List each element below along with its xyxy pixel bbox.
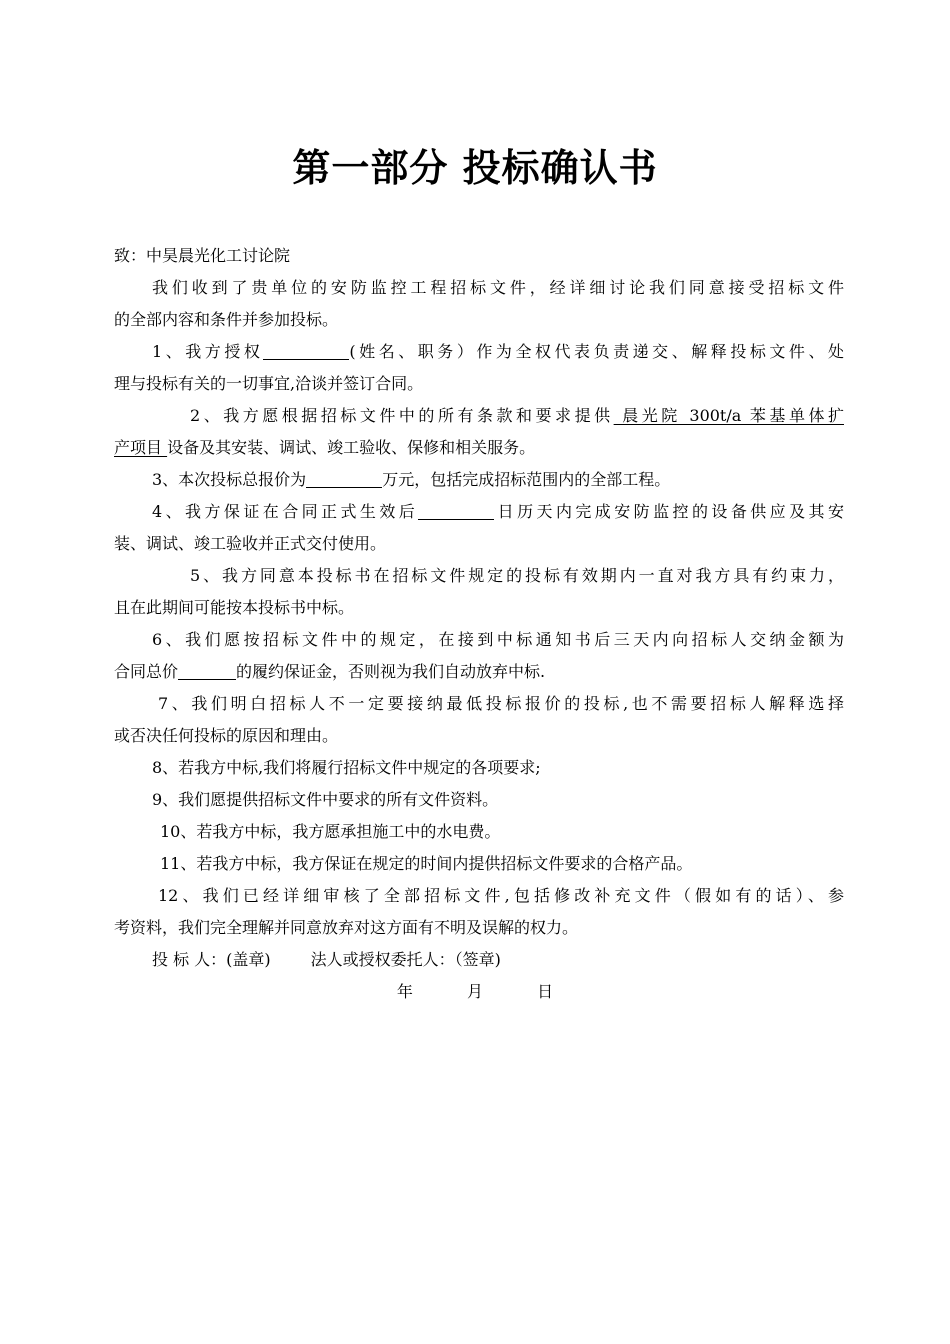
signature-line [152,944,501,976]
item-6-after: 的履约保证金，否则视为我们自动放弃中标. [236,662,546,681]
item-2-line-2 [114,432,844,464]
item-3-after: 万元，包括完成招标范围内的全部工程。 [382,470,671,489]
item-2-before: 2、我方愿根据招标文件中的所有条款和要求提供 [190,406,614,425]
document-body [114,240,844,944]
item-7-line-1: 7、我们明白招标人不一定要接纳最低投标报价的投标,也不需要招标人解释选择 [158,694,844,713]
item-1-before: 1、我方授权 [152,342,264,361]
performance-bond-blank[interactable] [178,661,236,680]
page-title: 第一部分 投标确认书 [292,146,658,190]
item-12-line-1: 12、我们已经详细审核了全部招标文件,包括修改补充文件（假如有的话）、参 [158,886,844,905]
item-3 [114,464,844,496]
item-2-line-1 [114,400,844,432]
total-price-blank[interactable] [306,469,382,488]
item-11: 11、若我方中标，我方保证在规定的时间内提供招标文件要求的合格产品。 [160,854,693,873]
project-name-part-2: 产项目 [114,438,168,457]
item-4-line-1 [114,496,844,528]
date-line: 年 月 日 [396,982,554,1001]
item-2-after: 设备及其安装、调试、竣工验收、保修和相关服务。 [167,438,536,457]
item-6-line-2 [114,656,844,688]
item-9: 9、我们愿提供招标文件中要求的所有文件资料。 [152,790,499,809]
item-6-line-1: 6、我们愿按招标文件中的规定，在接到中标通知书后三天内向招标人交纳金额为 [152,630,844,649]
item-7-line-2: 或否决任何投标的原因和理由。 [114,726,339,745]
delivery-days-blank[interactable] [418,501,494,520]
bidder-seal-label: 投 标 人：(盖章) [152,950,271,969]
item-1-line-1 [114,336,844,368]
item-4-before: 4、我方保证在合同正式生效后 [152,502,419,521]
item-12-line-2: 考资料，我们完全理解并同意放弃对这方面有不明及误解的权力。 [114,918,579,937]
representative-name-blank[interactable] [263,341,349,360]
item-4-line-2: 装、调试、竣工验收并正式交付使用。 [114,534,387,553]
item-6-before: 合同总价 [114,662,179,681]
item-1-after: (姓名、职务）作为全权代表负责递交、解释投标文件、处 [349,342,844,361]
project-name-part-1: 晨光院 300t/a 苯基单体扩 [613,406,844,425]
intro-line-1: 我们收到了贵单位的安防监控工程招标文件，经详细讨论我们同意接受招标文件 [152,278,844,297]
item-10: 10、若我方中标，我方愿承担施工中的水电费。 [160,822,501,841]
item-8: 8、若我方中标,我们将履行招标文件中规定的各项要求; [152,758,541,777]
representative-sign-label: 法人或授权委托人：（签章) [310,950,501,969]
item-1-line-2: 理与投标有关的一切事宜,洽谈并签订合同。 [114,374,424,393]
item-4-after: 日历天内完成安防监控的设备供应及其安 [494,502,844,521]
item-3-before: 3、本次投标总报价为 [152,470,307,489]
item-5-line-1: 5、我方同意本投标书在招标文件规定的投标有效期内一直对我方具有约束力， [190,566,844,585]
intro-line-2: 的全部内容和条件并参加投标。 [114,310,339,329]
addressee: 致：中昊晨光化工讨论院 [114,246,291,265]
item-5-line-2: 且在此期间可能按本投标书中标。 [114,598,355,617]
